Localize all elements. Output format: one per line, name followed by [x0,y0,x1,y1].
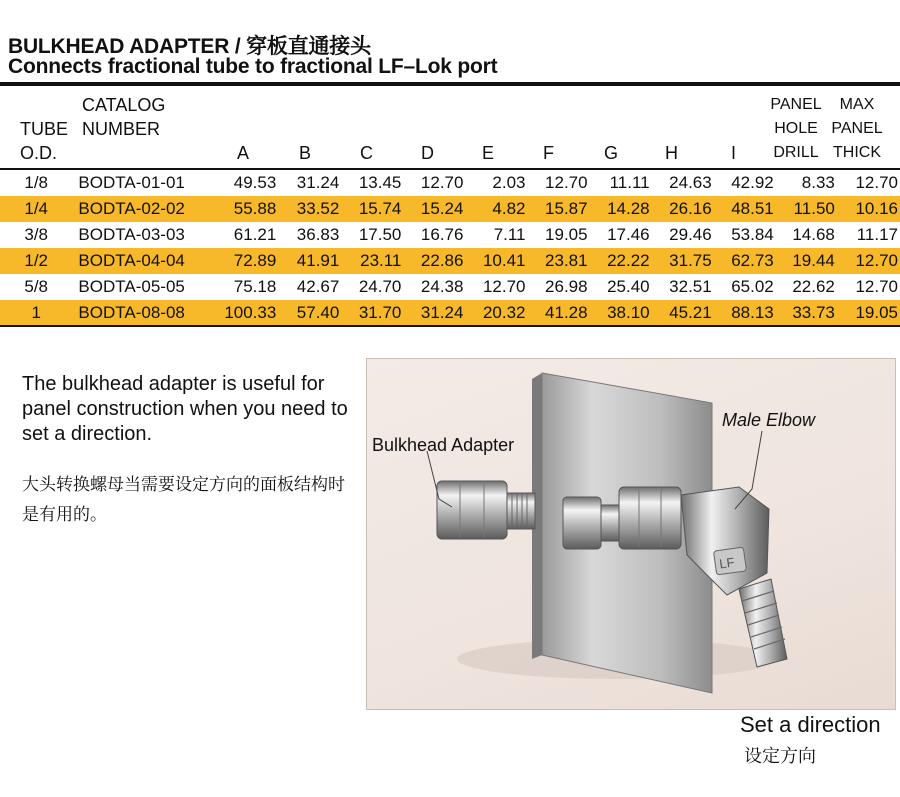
cell-dimension: 22.86 [403,248,465,274]
cell-dimension: 41.28 [528,300,590,326]
cell-dimension: 24.70 [358,277,402,296]
cell-dimension: 23.81 [528,248,590,274]
header-col-h: H [665,143,678,163]
cell-dimension: 25.40 [607,277,650,296]
cell-catalog-number: BODTA-04-04 [72,248,216,274]
table-row [0,300,900,326]
description-english: The bulkhead adapter is useful for panel construction when you need to set a direction. [22,373,348,445]
cell-catalog-number: BODTA-02-02 [72,196,216,222]
cell-dimension: 45.21 [652,300,714,326]
cell-dimension: 24.63 [669,173,712,192]
fitting-drawing [367,359,896,710]
header-col-b: B [299,143,312,163]
cell-dimension: 26.16 [652,196,714,222]
cell-dimension: 29.46 [669,225,712,244]
cell-tube-od: 1 [0,300,72,326]
cell-dimension: 11.50 [776,196,837,222]
header-tube-label: TUBE [20,119,69,139]
cell-dimension: 22.22 [590,248,652,274]
title-line-1: BULKHEAD ADAPTER / 穿板直通接头 [8,35,371,58]
table-row [0,170,900,196]
cell-dimension: 22.62 [792,277,835,296]
cell-dimension: 53.84 [731,225,774,244]
cell-dimension: 8.33 [801,173,835,192]
cell-dimension: 55.88 [217,196,279,222]
cell-dimension: 12.70 [482,277,526,296]
cell-tube-od: 1/4 [0,196,72,222]
table-row [0,196,900,222]
cell-dimension: 100.33 [217,300,279,326]
cell-dimension: 16.76 [420,225,464,244]
cell-dimension: 19.05 [545,225,588,244]
cell-dimension: 19.44 [776,248,837,274]
header-panel-label: PANEL [770,96,822,113]
cell-dimension: 62.73 [714,248,776,274]
cell-dimension: 14.28 [590,196,652,222]
header-panel2-label: PANEL [831,120,883,137]
cell-dimension: 20.32 [465,300,527,326]
cell-dimension: 15.74 [341,196,403,222]
header-drill-label: DRILL [773,144,819,161]
cell-tube-od: 1/2 [0,248,72,274]
cell-dimension: 12.70 [855,277,898,296]
cell-dimension: 33.73 [776,300,837,326]
top-rule [0,82,900,86]
product-illustration [366,358,896,710]
cell-dimension: 7.11 [493,225,526,244]
header-col-i: I [731,143,737,163]
cell-dimension: 13.45 [358,173,402,192]
bottom-rule [0,325,900,327]
cell-dimension: 24.38 [420,277,464,296]
cell-dimension: 11.11 [609,173,650,192]
description-chinese: 大头转换螺母当需要设定方向的面板结构时是有用的。 [22,475,345,525]
cell-dimension: 10.41 [465,248,527,274]
header-thick-label: THICK [833,144,881,161]
cell-dimension: 23.11 [341,248,403,274]
cell-dimension: 26.98 [545,277,588,296]
cell-catalog-number: BODTA-01-01 [78,173,185,192]
cell-dimension: 10.16 [837,196,900,222]
cell-tube-od: 3/8 [24,225,49,244]
cell-dimension: 32.51 [669,277,712,296]
cell-dimension: 36.83 [296,225,340,244]
cell-dimension: 42.92 [731,173,774,192]
caption-chinese: 设定方向 [744,746,816,767]
cell-catalog-number: BODTA-08-08 [72,300,216,326]
cell-catalog-number: BODTA-03-03 [78,225,185,244]
header-od-label: O.D. [20,143,58,163]
cell-dimension: 31.70 [341,300,403,326]
cell-dimension: 31.24 [296,173,340,192]
cell-dimension: 38.10 [590,300,652,326]
cell-dimension: 12.70 [545,173,588,192]
header-col-e: E [482,143,495,163]
header-number-label: NUMBER [82,119,161,139]
spec-table [0,170,900,326]
male-elbow-label: Male Elbow [722,410,816,430]
title-line-2: Connects fractional tube to fractional LF–Lok port [8,55,498,78]
header-col-g: G [604,143,619,163]
cell-dimension: 57.40 [278,300,341,326]
cell-dimension: 48.51 [714,196,776,222]
cell-dimension: 72.89 [217,248,279,274]
cell-dimension: 4.82 [465,196,527,222]
cell-dimension: 12.70 [837,248,900,274]
header-col-f: F [543,143,554,163]
cell-dimension: 41.91 [278,248,341,274]
cell-dimension: 75.18 [233,277,277,296]
cell-dimension: 14.68 [792,225,835,244]
cell-dimension: 15.24 [403,196,465,222]
cell-dimension: 17.46 [607,225,650,244]
header-col-a: A [237,143,250,163]
cell-catalog-number: BODTA-05-05 [78,277,185,296]
cell-dimension: 31.75 [652,248,714,274]
cell-dimension: 42.67 [296,277,340,296]
cell-dimension: 17.50 [358,225,402,244]
header-col-c: C [360,143,373,163]
header-col-d: D [421,143,434,163]
cell-tube-od: 1/8 [24,173,49,192]
cell-dimension: 12.70 [855,173,898,192]
table-row [0,222,900,248]
cell-dimension: 33.52 [278,196,341,222]
cell-dimension: 2.03 [492,173,526,192]
header-catalog-label: CATALOG [82,95,166,115]
bulkhead-adapter-label: Bulkhead Adapter [372,435,515,455]
header-hole-label: HOLE [774,120,818,137]
header-max-label: MAX [839,96,875,113]
cell-dimension: 11.17 [856,225,898,244]
cell-dimension: 61.21 [233,225,277,244]
cell-dimension: 19.05 [837,300,900,326]
cell-dimension: 31.24 [403,300,465,326]
cell-tube-od: 5/8 [24,277,49,296]
elbow-mark: LF [718,554,736,572]
cell-dimension: 12.70 [420,173,464,192]
cell-dimension: 65.02 [731,277,774,296]
table-row [0,248,900,274]
table-row [0,274,900,300]
cell-dimension: 15.87 [528,196,590,222]
cell-dimension: 49.53 [233,173,277,192]
caption-english: Set a direction [740,712,881,737]
cell-dimension: 88.13 [714,300,776,326]
